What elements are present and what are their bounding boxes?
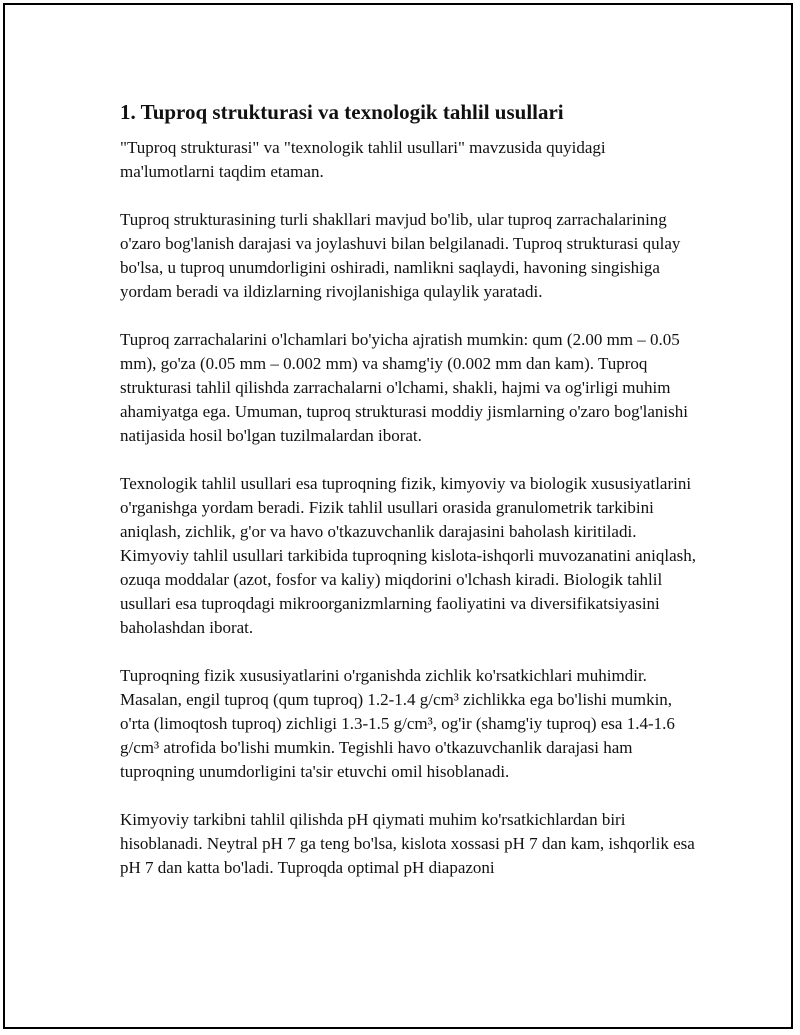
paragraph-physical-properties: Tuproqning fizik xususiyatlarini o'rganishda zichlik ko'rsatkichlari muhimdir. Masalan, engil tuproq (qum tuproq) 1.2-1.4 g/cm³ zichlikka ega bo'lishi mumkin, o'rta (limoqtosh tuproq) zichligi 1.3-1.5 g/cm³, og'ir (shamg'iy tuproq) esa 1.4-1.6 g/cm³ atrofida bo'lishi mumkin. Tegishli havo o'tkazuvchanlik darajasi ham tuproqning unumdorligini ta'sir etuvchi omil hisoblanadi. <box>120 666 675 781</box>
section-heading: 1. Tuproq strukturasi va texnologik tahlil usullari <box>120 100 564 124</box>
paragraph-intro: "Tuproq strukturasi" va "texnologik tahlil usullari" mavzusida quyidagi ma'lumotlarni taqdim etaman. <box>120 138 606 181</box>
paragraph-structure-forms: Tuproq strukturasining turli shakllari mavjud bo'lib, ular tuproq zarrachalarining o'zaro bog'lanish darajasi va joylashuvi bilan belgilanadi. Tuproq strukturasi qulay bo'lsa, u tuproq unumdorligini oshiradi, namlikni saqlaydi, havoning singishiga yordam beradi va ildizlarning rivojlanishiga qulaylik yaratadi. <box>120 210 681 301</box>
paragraph-chemical-composition: Kimyoviy tarkibni tahlil qilishda pH qiymati muhim ko'rsatkichlardan biri hisoblanadi. Neytral pH 7 ga teng bo'lsa, kislota xossasi pH 7 dan kam, ishqorlik esa pH 7 dan katta bo'ladi. Tuproqda optimal pH diapazoni <box>120 810 695 877</box>
document-body <box>120 100 700 904</box>
paragraph-particle-sizes: Tuproq zarrachalarini o'lchamlari bo'yicha ajratish mumkin: qum (2.00 mm – 0.05 mm), go'za (0.05 mm – 0.002 mm) va shamg'iy (0.002 mm dan kam). Tuproq strukturasi tahlil qilishda zarrachalarni o'lchami, shakli, hajmi va og'irligi muhim ahamiyatga ega. Umuman, tuproq strukturasi moddiy jismlarning o'zaro bog'lanishi natijasida hosil bo'lgan tuzilmalardan iborat. <box>120 330 688 445</box>
document-page <box>3 3 793 1029</box>
paragraph-analysis-methods: Texnologik tahlil usullari esa tuproqning fizik, kimyoviy va biologik xususiyatlarini o'rganishga yordam beradi. Fizik tahlil usullari orasida granulometrik tarkibini aniqlash, zichlik, g'or va havo o'tkazuvchanlik darajasini baholash kiritiladi. Kimyoviy tahlil usullari tarkibida tuproqning kislota-ishqorli muvozanatini aniqlash, ozuqa moddalar (azot, fosfor va kaliy) miqdorini o'lchash kiradi. Biologik tahlil usullari esa tuproqdagi mikroorganizmlarning faoliyatini va diversifikatsiyasini baholashdan iborat. <box>120 474 697 637</box>
